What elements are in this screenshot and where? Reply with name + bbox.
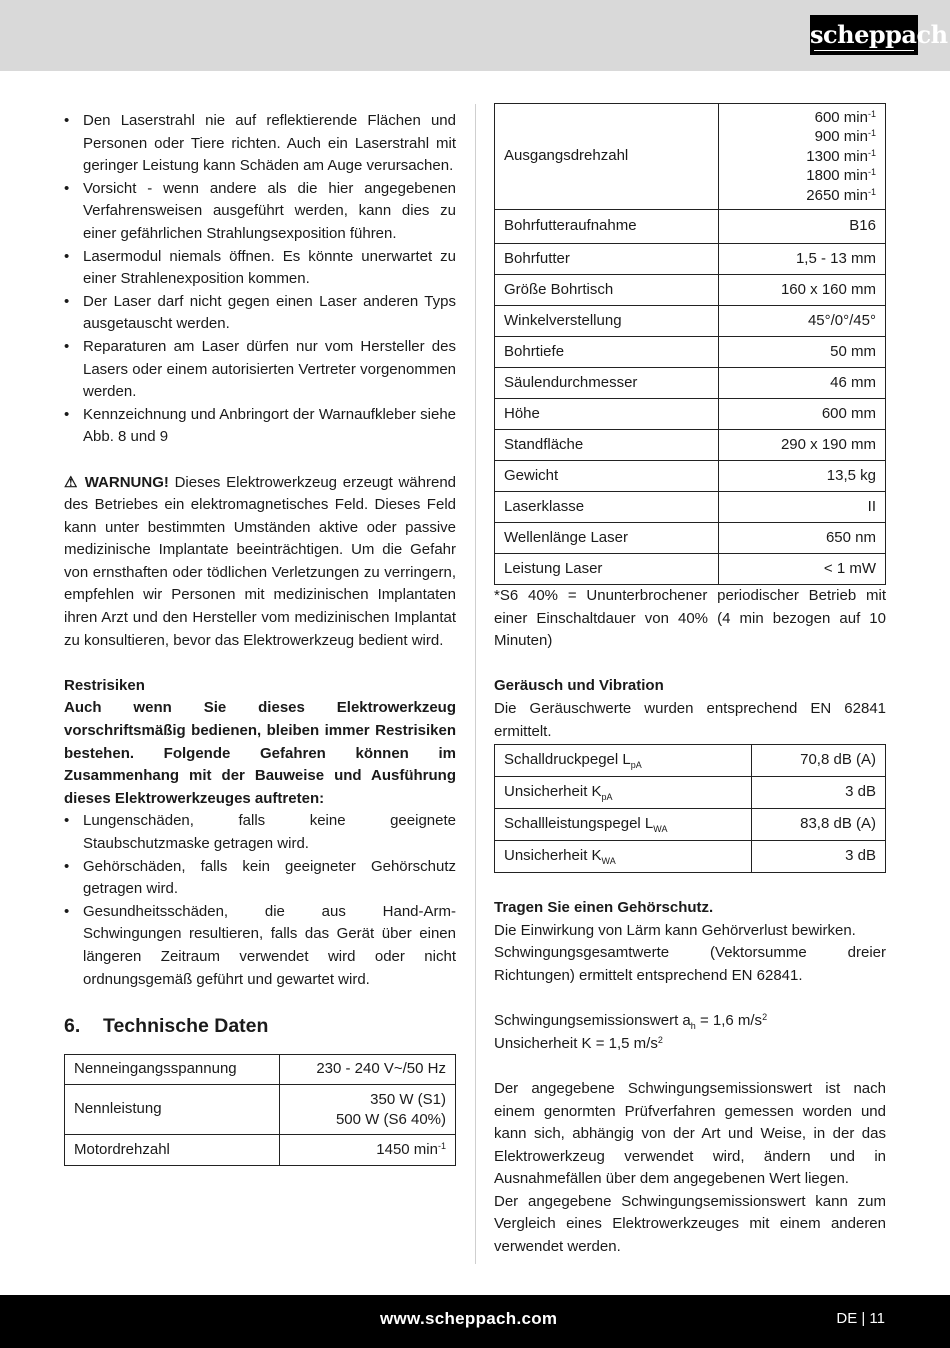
declared-value-paragraph: Der angegebene Schwingungsemissionswert ist nach einem genormten Prüfverfahren gemessen worden und kann sich, abhängig von der Art und Weise, in der das Elektrowerkzeug verwendet wird, ändern und in Ausnahmefällen über dem angegebenen Wert liegen.: [494, 1079, 886, 1188]
spec-label: Motordrehzahl: [65, 1135, 280, 1166]
residual-risks-intro: Auch wenn Sie dieses Elektrowerkzeug vorschriftsmäßig bedienen, bleiben immer Restrisiken bestehen. Folgende Gefahren können im Zusammenhang mit der Bauweise und Ausführung dieses Elektrowerkzeuges auftreten:: [64, 699, 456, 807]
laser-safety-list: [64, 110, 456, 449]
page-footer: [0, 1295, 950, 1348]
table-row: [495, 777, 886, 809]
spec-label: Bohrfutteraufnahme: [495, 210, 719, 244]
table-row: [495, 399, 886, 430]
list-item: • Lungenschäden, falls keine geeignete Staubschutzmaske getragen wird.: [64, 810, 456, 855]
spec-label: Größe Bohrtisch: [495, 275, 719, 306]
list-item: • Reparaturen am Laser dürfen nur vom Hersteller des Lasers oder einem autorisierten Vertreter vorgenommen werden.: [64, 336, 456, 404]
spec-label: Ausgangsdrehzahl: [495, 104, 719, 210]
warning-paragraph: [64, 472, 456, 653]
noise-label: Schalldruckpegel $L_{pA}$: [495, 745, 752, 777]
list-item: • Den Laserstrahl nie auf reflektierende Flächen und Personen oder Tiere richten. Auch ein Laserstrahl mit geringer Leistung kann Schäden am Auge verursachen.: [64, 110, 456, 178]
spec-label: Nenneingangsspannung: [65, 1055, 280, 1085]
table-row: [495, 745, 886, 777]
table-row: [495, 492, 886, 523]
spec-label: Leistung Laser: [495, 554, 719, 585]
spec-label: Standfläche: [495, 430, 719, 461]
spec-label: Gewicht: [495, 461, 719, 492]
noise-value: 3 dB: [752, 777, 886, 809]
list-item: • Gehörschäden, falls kein geeigneter Gehörschutz getragen wird.: [64, 856, 456, 901]
list-item: • Der Laser darf nicht gegen einen Laser anderen Typs ausgetauscht werden.: [64, 291, 456, 336]
warning-icon: ⚠: [64, 473, 79, 491]
right-column-text: [494, 585, 886, 1259]
noise-intro: Die Geräuschwerte wurden entsprechend EN 62841 ermittelt.: [494, 699, 886, 740]
noise-value: 83,8 dB (A): [752, 809, 886, 841]
table-row: [495, 337, 886, 368]
spec-value: 290 x 190 mm: [718, 430, 885, 461]
noise-label: Unsicherheit $K_{WA}$: [495, 841, 752, 873]
table-row: [65, 1085, 456, 1135]
table-row: [495, 306, 886, 337]
noise-value: 70,8 dB (A): [752, 745, 886, 777]
comparison-paragraph: Der angegebene Schwingungsemissionswert kann zum Vergleich eines Elektrowerkzeuges mit einem anderen verwendet werden.: [494, 1192, 886, 1256]
spec-label: Bohrtiefe: [495, 337, 719, 368]
website-link[interactable]: www.scheppach.com: [380, 1309, 558, 1328]
spec-label: Säulendurchmesser: [495, 368, 719, 399]
vibration-emission-value: Schwingungsemissionswert $a_h = 1,6$ $m/s^2$: [494, 1012, 768, 1032]
table-row: [495, 104, 886, 210]
residual-risks-list: [64, 810, 456, 991]
table-row: [495, 368, 886, 399]
page-header: [0, 0, 950, 71]
s6-footnote: *S6 40% = Ununterbrochener periodischer Betrieb mit einer Einschaltdauer von 40% (4 min bezogen auf 10 Minuten): [494, 587, 886, 650]
spec-value: 230 - 240 V~/50 Hz: [280, 1055, 456, 1085]
spec-value: 46 mm: [718, 368, 885, 399]
spec-value: 600 $\min^{-1}$ 900 $\min^{-1}$ 1300 $\min^{-1}$ 1800 $\min^{-1}$ 2650 $\min^{-1}$: [718, 104, 885, 210]
spec-value: 13,5 kg: [718, 461, 885, 492]
table-row: [495, 210, 886, 244]
spec-value: 50 mm: [718, 337, 885, 368]
warning-text: Dieses Elektrowerkzeug erzeugt während des Betriebes ein elektromagnetisches Feld. Dieses Feld kann unter bestimmten Umständen aktive oder passive medizinische Implantate beeinträchtigen. Um die Gefahr von ernsthaften oder tödlichen Verletzungen zu verringern, empfehlen wir Personen mit medizinischen Implantaten ihren Arzt und den Hersteller vom medizinischen Implantat zu konsultieren, bevor das Elektrowerkzeug bedient wird.: [64, 473, 457, 649]
noise-title: Geräusch und Vibration: [494, 677, 664, 695]
table-row: [495, 275, 886, 306]
table-row: [495, 523, 886, 554]
table-row: [495, 461, 886, 492]
left-column: [64, 110, 456, 1166]
table-row: [495, 809, 886, 841]
spec-value: 45°/0°/45°: [718, 306, 885, 337]
right-column: [494, 103, 886, 585]
table-row: [495, 554, 886, 585]
technical-data-table-continued: [494, 103, 886, 585]
spec-value: 600 mm: [718, 399, 885, 430]
spec-value: 650 nm: [718, 523, 885, 554]
column-divider: [475, 104, 476, 1264]
spec-value: 1,5 - 13 mm: [718, 244, 885, 275]
vibration-uncertainty: Unsicherheit K = 1,5 $m/s^2$: [494, 1034, 663, 1052]
spec-value: 1450 $\min^{-1}$: [280, 1135, 456, 1166]
spec-value: 350 W (S1) 500 W (S6 40%): [280, 1085, 456, 1135]
table-row: [495, 244, 886, 275]
table-row: [65, 1055, 456, 1085]
residual-risks-title: Restrisiken: [64, 676, 145, 694]
spec-value: II: [718, 492, 885, 523]
table-row: [495, 430, 886, 461]
spec-label: Höhe: [495, 399, 719, 430]
list-item: • Kennzeichnung und Anbringort der Warnaufkleber siehe Abb. 8 und 9: [64, 404, 456, 449]
section-title: Technische Daten: [103, 1015, 269, 1038]
spec-value: < 1 mW: [718, 554, 885, 585]
technical-data-table: [64, 1054, 456, 1166]
spec-value: 160 x 160 mm: [718, 275, 885, 306]
noise-value: 3 dB: [752, 841, 886, 873]
table-row: [495, 841, 886, 873]
page-number: DE | 11: [836, 1310, 885, 1327]
section-number: 6.: [64, 1015, 81, 1038]
spec-label: Bohrfutter: [495, 244, 719, 275]
hearing-protection-title: Tragen Sie einen Gehörschutz.: [494, 899, 714, 917]
noise-table: [494, 744, 886, 873]
noise-label: Unsicherheit $K_{pA}$: [495, 777, 752, 809]
spec-value: B16: [718, 210, 885, 244]
list-item: • Gesundheitsschäden, die aus Hand-Arm-Schwingungen resultieren, falls das Gerät über einen längeren Zeitraum verwendet wird oder nicht ordnungsgemäß geführt und gewartet wird.: [64, 901, 456, 991]
list-item: • Lasermodul niemals öffnen. Es könnte unerwartet zu einer Strahlenexposition kommen.: [64, 246, 456, 291]
spec-label: Nennleistung: [65, 1085, 280, 1135]
scheppach-logo: scheppach: [810, 15, 918, 55]
warning-label: WARNUNG!: [84, 473, 169, 491]
spec-label: Wellenlänge Laser: [495, 523, 719, 554]
spec-label: Laserklasse: [495, 492, 719, 523]
spec-label: Winkelverstellung: [495, 306, 719, 337]
noise-label: Schallleistungspegel $L_{WA}$: [495, 809, 752, 841]
list-item: • Vorsicht - wenn andere als die hier angegebenen Verfahrensweisen ausgeführt werden, kann dies zu einer gefährlichen Strahlungsexposition führen.: [64, 178, 456, 246]
vibration-text: Schwingungsgesamtwerte (Vektorsumme dreier Richtungen) ermittelt entsprechend EN 62841.: [494, 944, 886, 984]
hearing-protection-text: Die Einwirkung von Lärm kann Gehörverlust bewirken.: [494, 921, 856, 939]
section-heading: [64, 1014, 456, 1038]
table-row: [65, 1135, 456, 1166]
